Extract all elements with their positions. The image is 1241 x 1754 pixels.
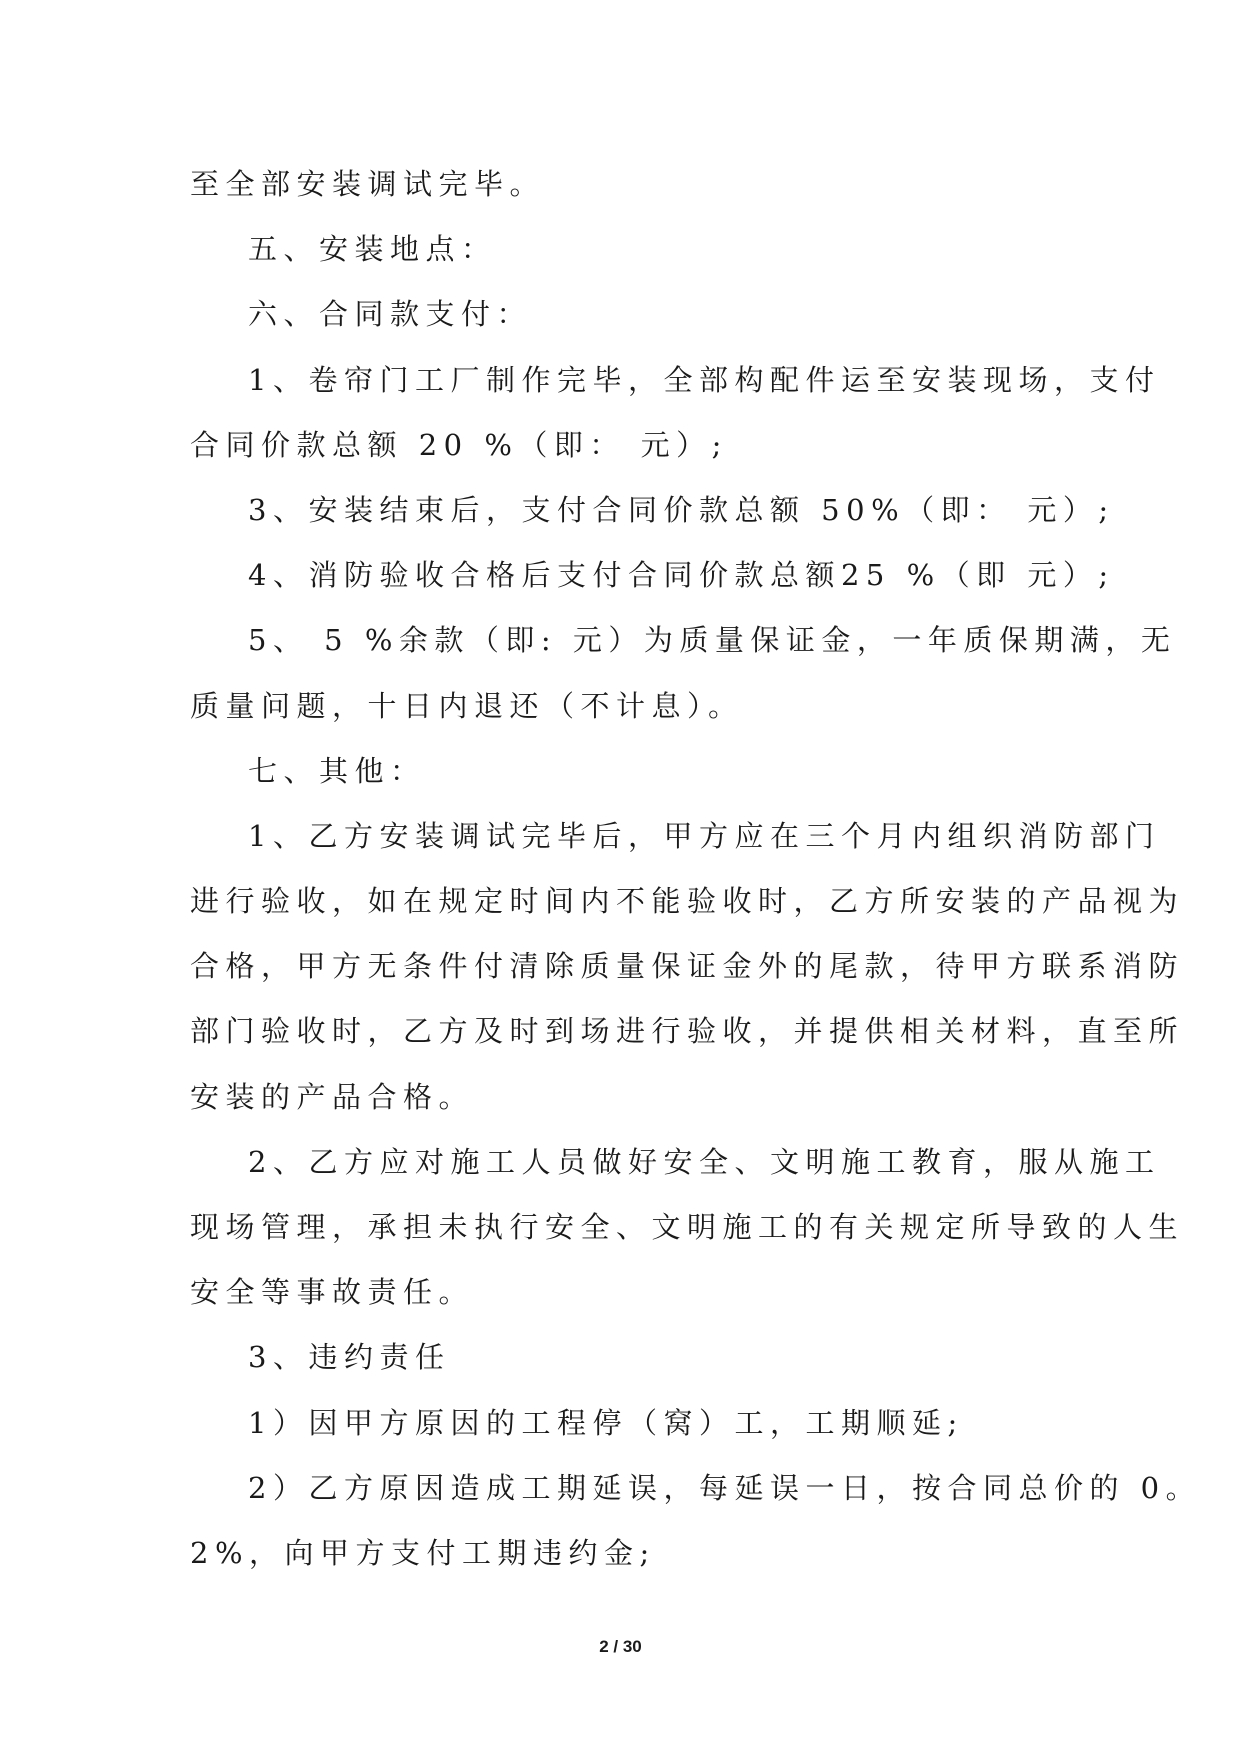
text-line: 合同价款总额 20 %（即： 元）; (190, 427, 728, 462)
text-line: 现场管理，承担未执行安全、文明施工的有关规定所导致的人生 (190, 1210, 1185, 1244)
text-line: 合格，甲方无条件付清除质量保证金外的尾款，待甲方联系消防 (190, 949, 1185, 984)
text-line: 部门验收时，乙方及时到场进行验收，并提供相关材料，直至所 (190, 1014, 1185, 1049)
text-line: 3、安装结束后，支付合同价款总额 50%（即： 元）; (248, 492, 1115, 527)
page-number: 2 / 30 (599, 1637, 642, 1656)
section-heading: 六、合同款支付： (248, 297, 533, 332)
text-line: 2、乙方应对施工人员做好安全、文明施工教育，服从施工 (248, 1144, 1161, 1179)
text-line: 安装的产品合格。 (190, 1079, 475, 1114)
section-heading: 七、其他： (248, 753, 426, 788)
document-body (190, 152, 1202, 1586)
section-heading: 五、安装地点： (248, 232, 497, 267)
text-line: 1）因甲方原因的工程停（窝）工，工期顺延; (248, 1405, 964, 1440)
section-heading: 3、违约责任 (248, 1340, 451, 1375)
text-line: 1、乙方安装调试完毕后，甲方应在三个月内组织消防部门 (248, 818, 1161, 853)
text-line: 4、消防验收合格后支付合同价款总额25 %（即 元）; (248, 558, 1115, 593)
text-line: 至全部安装调试完毕。 (190, 167, 546, 201)
text-line: 进行验收，如在规定时间内不能验收时，乙方所安装的产品视为 (190, 884, 1185, 919)
text-line: 安全等事故责任。 (190, 1275, 475, 1310)
text-line: 2）乙方原因造成工期延误，每延误一日，按合同总价的 0。 (248, 1470, 1202, 1505)
text-line: 5、 5 %余款（即: 元）为质量保证金，一年质保期满，无 (248, 623, 1177, 658)
text-line: 2%，向甲方支付工期违约金; (190, 1535, 656, 1570)
text-line: 质量问题，十日内退还（不计息）。 (190, 688, 744, 723)
text-line: 1、卷帘门工厂制作完毕，全部构配件运至安装现场，支付 (248, 362, 1161, 397)
